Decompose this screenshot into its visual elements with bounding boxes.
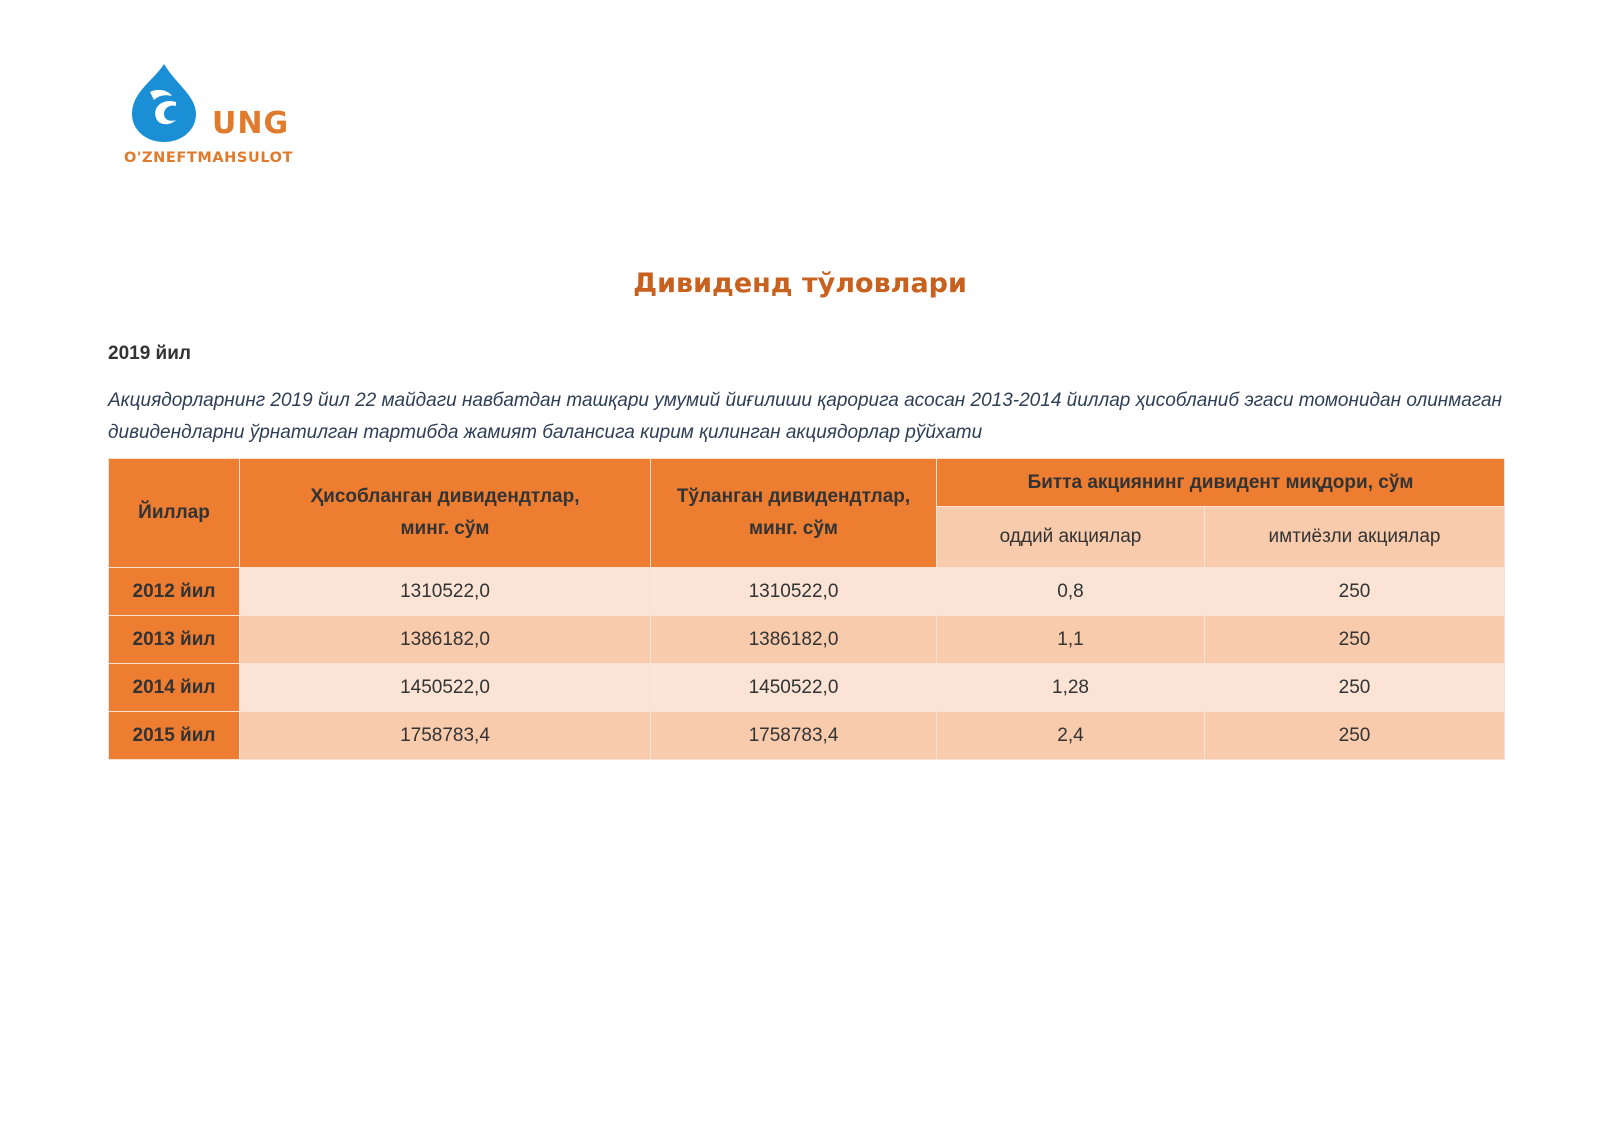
row-common: 1,28 <box>937 664 1205 712</box>
header-accrued-line1: Ҳисобланган дивидендтлар, <box>310 486 580 507</box>
row-paid: 1386182,0 <box>651 616 937 664</box>
row-year: 2015 йил <box>109 712 240 760</box>
row-common: 2,4 <box>937 712 1205 760</box>
intro-paragraph: Акциядорларнинг 2019 йил 22 майдаги навбатдан ташқари умумий йиғилиши қарорига асосан 2013-2014 йиллар ҳисобланиб эгаси томонидан олинмаган дивидендларни ўрнатилган тартибда жамият балансига кирим қилинган акциядорлар рўйхати <box>108 390 1502 443</box>
table-row <box>109 568 1505 616</box>
row-accrued: 1450522,0 <box>240 664 651 712</box>
row-accrued: 1758783,4 <box>240 712 651 760</box>
row-common: 0,8 <box>937 568 1205 616</box>
dividends-table <box>108 458 1505 760</box>
header-paid-line2: минг. сўм <box>749 518 838 539</box>
year-heading: 2019 йил <box>108 343 191 364</box>
row-paid: 1450522,0 <box>651 664 937 712</box>
page-title: Дивиденд тўловлари <box>633 268 967 299</box>
header-preferred: имтиёзли акциялар <box>1205 507 1505 568</box>
table-row <box>109 664 1505 712</box>
table-row <box>109 712 1505 760</box>
row-paid: 1310522,0 <box>651 568 937 616</box>
row-paid: 1758783,4 <box>651 712 937 760</box>
company-logo <box>120 62 320 174</box>
row-year: 2012 йил <box>109 568 240 616</box>
header-paid <box>651 459 937 568</box>
row-accrued: 1386182,0 <box>240 616 651 664</box>
header-accrued-line2: минг. сўм <box>400 518 490 539</box>
table-row <box>109 616 1505 664</box>
row-preferred: 250 <box>1205 712 1505 760</box>
row-preferred: 250 <box>1205 616 1505 664</box>
header-common: оддий акциялар <box>937 507 1205 568</box>
row-common: 1,1 <box>937 616 1205 664</box>
flame-drop-icon <box>120 62 210 146</box>
header-years: Йиллар <box>109 459 240 568</box>
header-accrued <box>240 459 651 568</box>
header-paid-line1: Тўланган дивидендтлар, <box>676 486 911 507</box>
row-year: 2013 йил <box>109 616 240 664</box>
logo-company-name: O'ZNEFTMAHSULOT <box>124 150 294 166</box>
row-preferred: 250 <box>1205 568 1505 616</box>
logo-mark: UNG <box>212 106 290 141</box>
row-preferred: 250 <box>1205 664 1505 712</box>
header-per-share: Битта акциянинг дивидент миқдори, сўм <box>937 459 1505 507</box>
row-accrued: 1310522,0 <box>240 568 651 616</box>
row-year: 2014 йил <box>109 664 240 712</box>
